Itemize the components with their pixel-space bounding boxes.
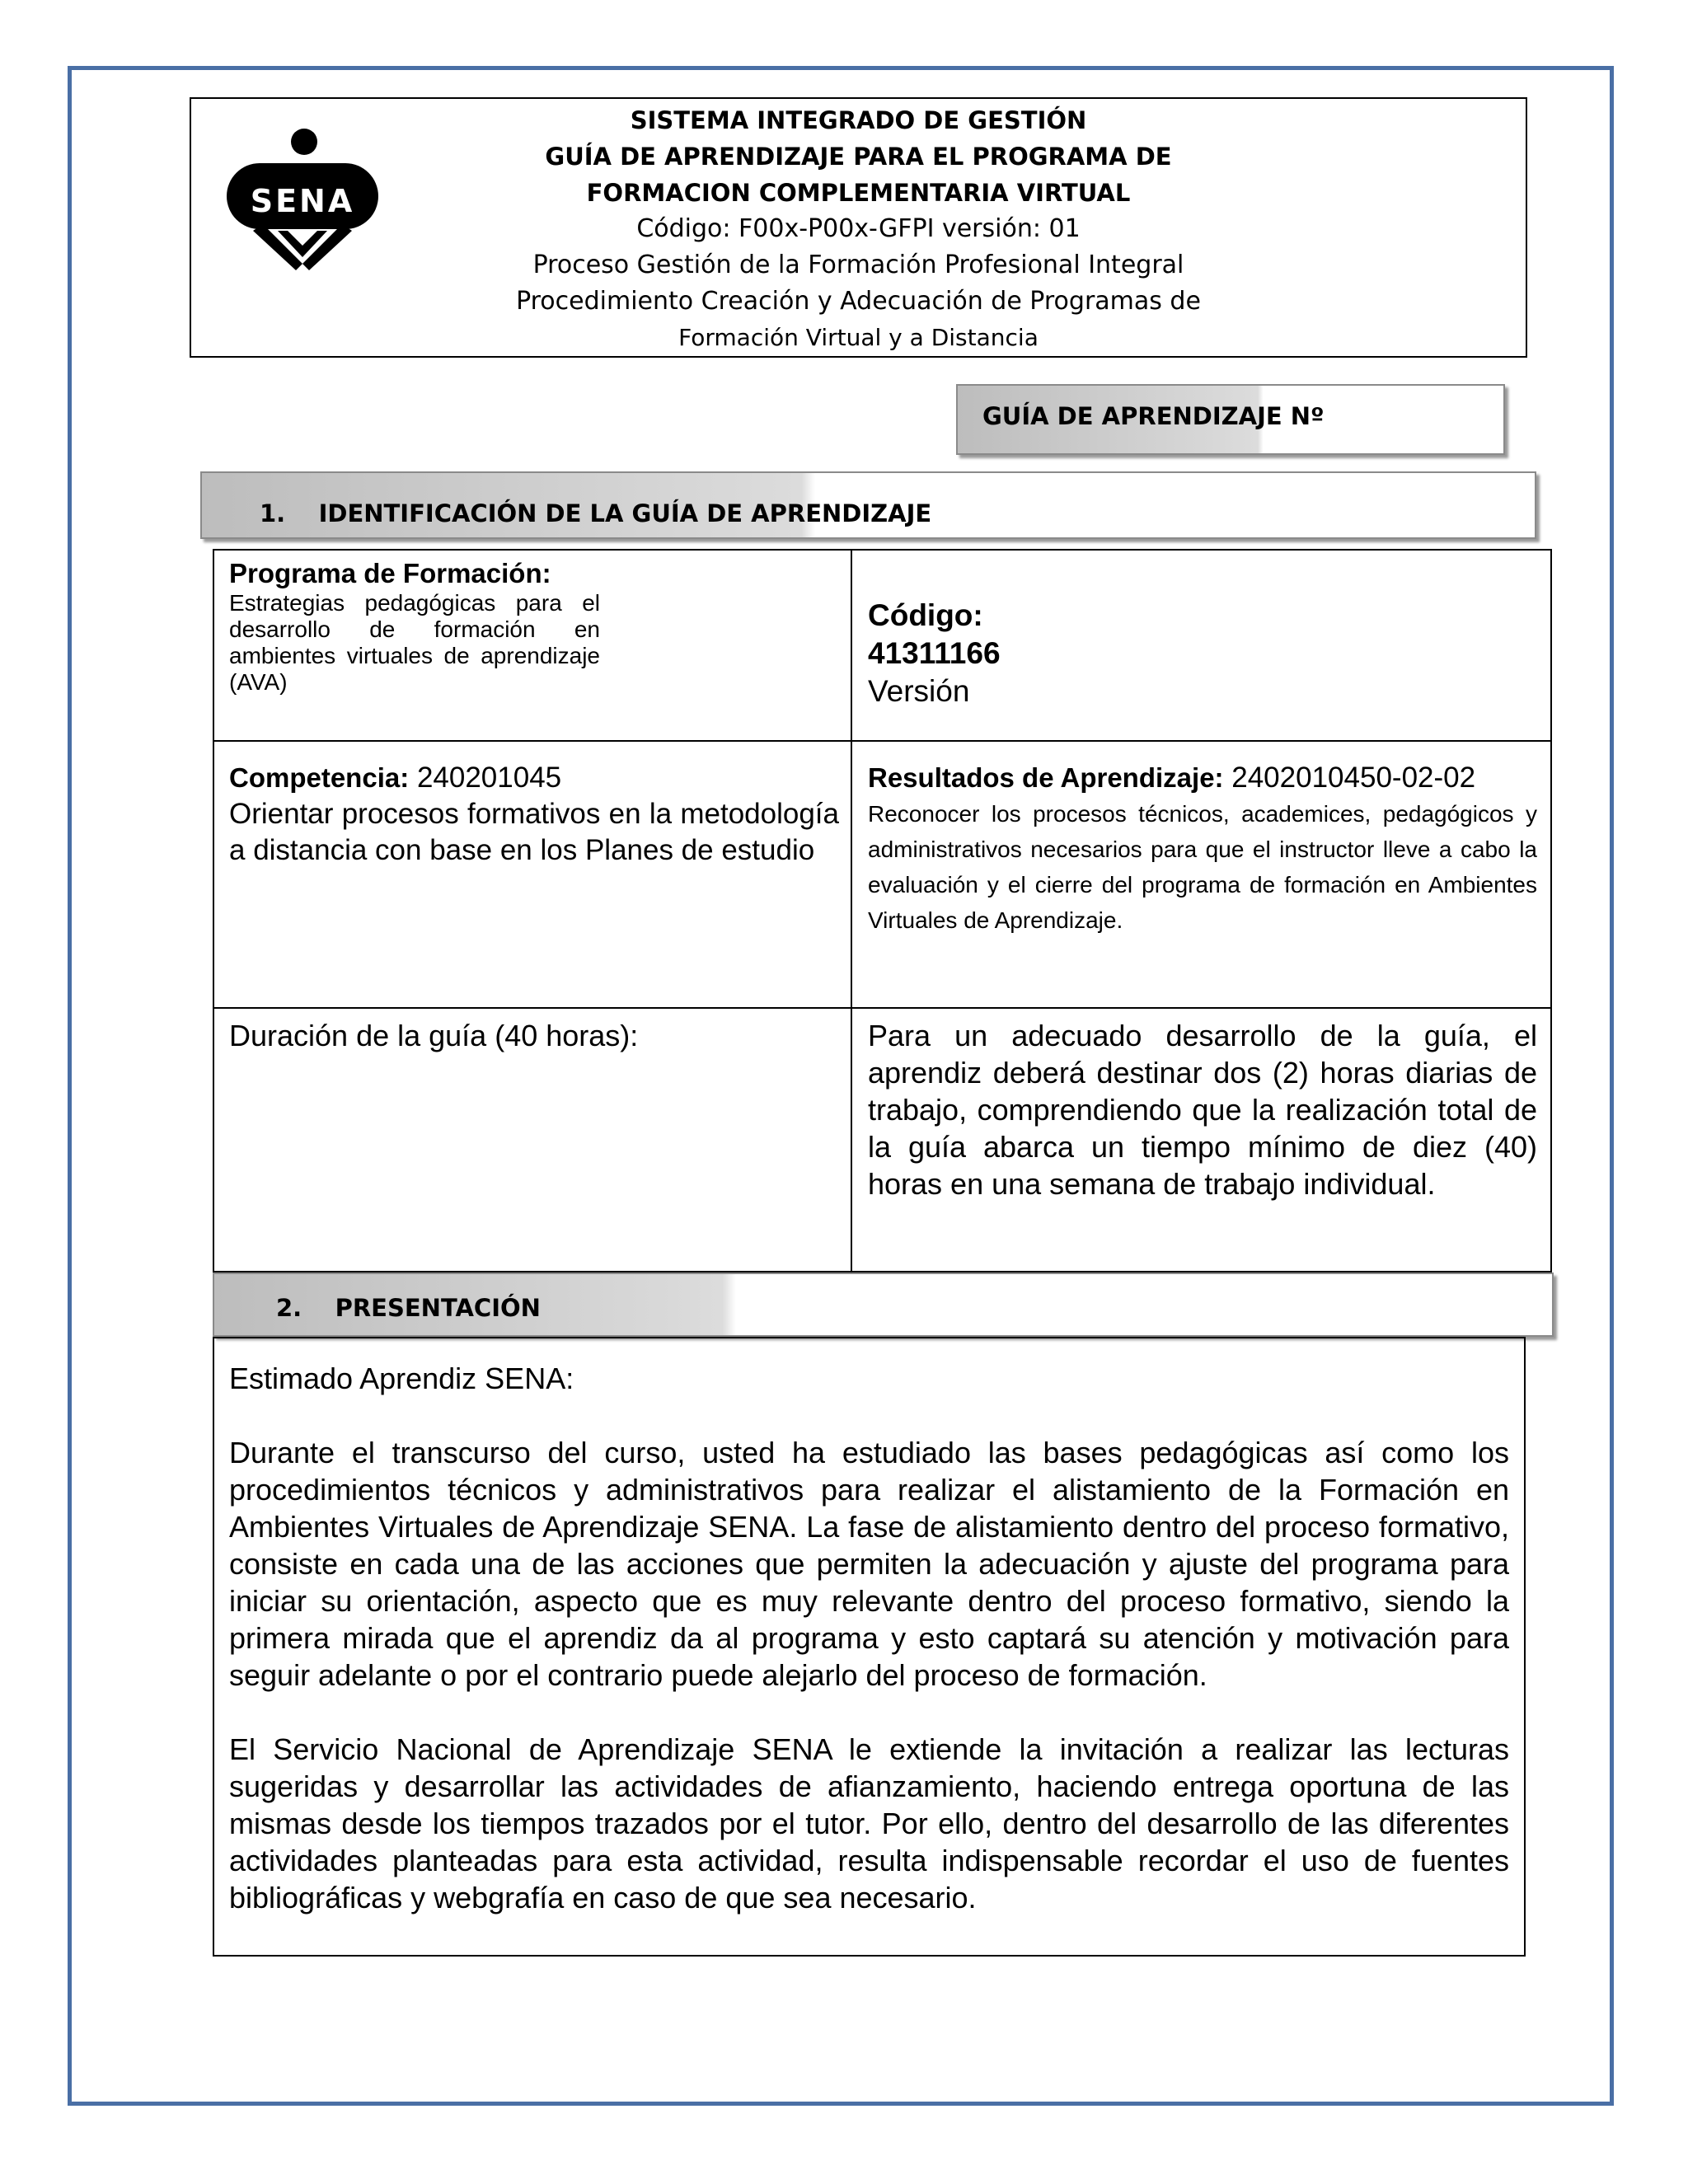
table-divider-vertical xyxy=(851,551,852,1271)
version-label: Versión xyxy=(868,674,970,708)
header-line-2: GUÍA DE APRENDIZAJE PARA EL PROGRAMA DE xyxy=(545,143,1172,171)
presentation-paragraph-1: Durante el transcurso del curso, usted ha estudiado las bases pedagógicas así como los procedimientos técnicos y administrativos para realizar el alistamiento de la Formación en Ambientes Virtuales de Aprendizaje SENA. La fase de alistamiento dentro del proceso formativo, consiste en cada una de las acciones que permiten la adecuación y ajuste del programa para iniciar su orientación, aspecto que es muy relevante dentro del proceso formativo, siendo la primera mirada que el aprendiz da al programa y esto captará su atención y motivación para seguir adelante o por el contrario puede alejarlo del proceso de formación. xyxy=(229,1436,1509,1692)
identification-table xyxy=(213,549,1552,1272)
table-divider-row2 xyxy=(214,1007,1550,1009)
presentation-box xyxy=(213,1337,1526,1957)
code-value: 41311166 xyxy=(868,636,1001,670)
presentation-paragraph-2: El Servicio Nacional de Aprendizaje SENA le extiende la invitación a realizar las lecturas sugeridas y desarrollar las actividades de afianzamiento, haciendo entrega oportuna de las mismas desde los tiempos trazados por el tutor. Por ello, dentro del desarrollo de las diferentes actividades planteadas para esta actividad, resulta indispensable recordar el uso de fuentes bibliográficas y webgrafía en caso de que sea necesario. xyxy=(229,1732,1509,1915)
program-name: Estrategias pedagógicas para el desarrollo de formación en ambientes virtuales de aprendizaje (AVA) xyxy=(229,590,600,695)
header-text xyxy=(191,99,1526,356)
code-cell xyxy=(868,597,1537,710)
results-code: 2402010450-02-02 xyxy=(1223,762,1476,794)
competence-code: 240201045 xyxy=(409,762,562,794)
competence-cell xyxy=(229,760,839,869)
document-header xyxy=(190,97,1527,358)
header-line-1: SISTEMA INTEGRADO DE GESTIÓN xyxy=(630,106,1087,134)
results-label: Resultados de Aprendizaje: xyxy=(868,762,1224,793)
duration-label: Duración de la guía (40 horas): xyxy=(229,1019,639,1052)
competence-text: Orientar procesos formativos en la metodología a distancia con base en los Planes de estudio xyxy=(229,798,839,866)
table-divider-row1 xyxy=(214,740,1550,742)
competence-label: Competencia: xyxy=(229,762,410,793)
logo-text: SENA xyxy=(250,183,355,219)
header-line-3: FORMACION COMPLEMENTARIA VIRTUAL xyxy=(586,179,1131,207)
duration-text: Para un adecuado desarrollo de la guía, el aprendiz deberá destinar dos (2) horas diarias de trabajo, comprendiendo que la realización total de la guía abarca un tiempo mínimo de diez (40) horas en una semana de trabajo individual. xyxy=(868,1019,1537,1201)
program-label: Programa de Formación: xyxy=(229,558,551,588)
section2-title: 2. PRESENTACIÓN xyxy=(213,1272,1554,1337)
results-text: Reconocer los procesos técnicos, academices, pedagógicos y administrativos necesarios para que el instructor lleve a cabo la evaluación y el cierre del programa de formación en Ambientes Virtuales de Aprendizaje. xyxy=(868,801,1537,933)
header-line-5: Proceso Gestión de la Formación Profesional Integral xyxy=(532,251,1184,279)
greeting: Estimado Aprendiz SENA: xyxy=(229,1361,574,1395)
header-line-6: Procedimiento Creación y Adecuación de Programas de xyxy=(516,287,1201,316)
header-line-4: Código: F00x-P00x-GFPI versión: 01 xyxy=(636,214,1081,243)
code-label: Código: xyxy=(868,598,983,632)
header-line-7: Formación Virtual y a Distancia xyxy=(678,324,1039,351)
guide-number-label: GUÍA DE APRENDIZAJE Nº xyxy=(956,384,1505,455)
program-cell xyxy=(229,557,839,696)
section1-title: 1. IDENTIFICACIÓN DE LA GUÍA DE APRENDIZAJE xyxy=(200,471,1536,539)
results-cell xyxy=(868,760,1537,938)
